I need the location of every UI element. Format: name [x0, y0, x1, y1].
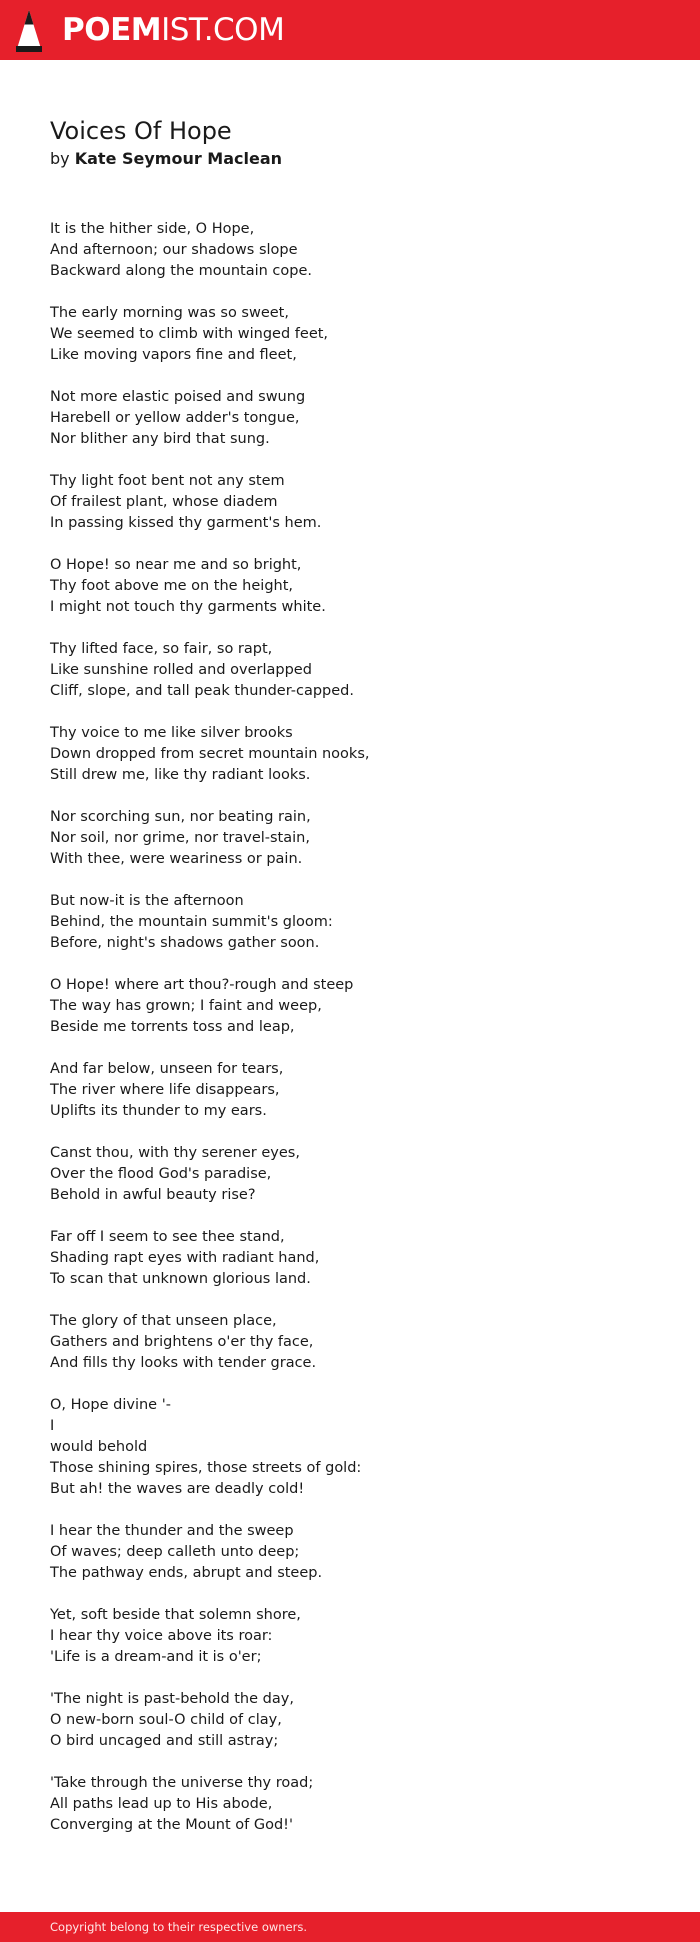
poem-line: Nor soil, nor grime, nor travel-stain, — [50, 830, 310, 846]
poem-line: Uplifts its thunder to my ears. — [50, 1103, 267, 1119]
by-label: by — [50, 149, 70, 168]
poem-line: Like sunshine rolled and overlapped — [50, 662, 312, 678]
poem-line: O bird uncaged and still astray; — [50, 1733, 279, 1749]
poem-line: All paths lead up to His abode, — [50, 1796, 273, 1812]
stanza — [50, 1227, 650, 1290]
poem-line: To scan that unknown glorious land. — [50, 1271, 311, 1287]
copyright-text: Copyright belong to their respective owners. — [50, 1920, 308, 1934]
poem-line: And far below, unseen for tears, — [50, 1061, 284, 1077]
stanza — [50, 303, 650, 366]
poem-line: Behold in awful beauty rise? — [50, 1187, 256, 1203]
stanza — [50, 807, 650, 870]
logo-light-text: IST.COM — [161, 12, 285, 48]
stanza — [50, 723, 650, 786]
poem-line: Those shining spires, those streets of gold: — [50, 1460, 362, 1476]
site-footer — [0, 1912, 700, 1942]
poem-line: Converging at the Mount of God!' — [50, 1817, 293, 1833]
poem-line: Thy lifted face, so fair, so rapt, — [50, 641, 273, 657]
poem-line: It is the hither side, O Hope, — [50, 221, 255, 237]
poem-line: O Hope! so near me and so bright, — [50, 557, 302, 573]
poem-line: Behind, the mountain summit's gloom: — [50, 914, 333, 930]
poem-line: Of frailest plant, whose diadem — [50, 494, 278, 510]
poem-line: I hear thy voice above its roar: — [50, 1628, 273, 1644]
poem-line: We seemed to climb with winged feet, — [50, 326, 329, 342]
byline — [50, 147, 282, 171]
poem-line: I might not touch thy garments white. — [50, 599, 326, 615]
stanza — [50, 387, 650, 450]
site-logo[interactable] — [62, 11, 284, 49]
stanza — [50, 471, 650, 534]
stanza — [50, 555, 650, 618]
poem-line: Cliff, slope, and tall peak thunder-capped. — [50, 683, 354, 699]
poem-line: But ah! the waves are deadly cold! — [50, 1481, 305, 1497]
poem-line: Yet, soft beside that solemn shore, — [50, 1607, 301, 1623]
poem-line: Of waves; deep calleth unto deep; — [50, 1544, 300, 1560]
poem-line: 'The night is past-behold the day, — [50, 1691, 294, 1707]
poem-line: Before, night's shadows gather soon. — [50, 935, 320, 951]
poem-line: The way has grown; I faint and weep, — [50, 998, 322, 1014]
poem-line: Like moving vapors fine and fleet, — [50, 347, 297, 363]
poem-line: Thy voice to me like silver brooks — [50, 725, 293, 741]
poem-line: Down dropped from secret mountain nooks, — [50, 746, 370, 762]
poem-line: Backward along the mountain cope. — [50, 263, 313, 279]
stanza — [50, 1605, 650, 1668]
site-header — [0, 0, 700, 60]
poem-line: Thy foot above me on the height, — [50, 578, 294, 594]
stanza — [50, 1311, 650, 1374]
poem-line: Canst thou, with thy serener eyes, — [50, 1145, 300, 1161]
stanza — [50, 639, 650, 702]
stanza — [50, 1521, 650, 1584]
poem-line: Beside me torrents toss and leap, — [50, 1019, 295, 1035]
poem-line: would behold — [50, 1439, 148, 1455]
poem-line: Thy light foot bent not any stem — [50, 473, 285, 489]
poem-line: I — [50, 1418, 55, 1434]
poem-line: Not more elastic poised and swung — [50, 389, 306, 405]
poem-line: And afternoon; our shadows slope — [50, 242, 298, 258]
poem-line: The river where life disappears, — [50, 1082, 280, 1098]
poem-line: I hear the thunder and the sweep — [50, 1523, 294, 1539]
poem-line: Still drew me, like thy radiant looks. — [50, 767, 311, 783]
poem-line: Shading rapt eyes with radiant hand, — [50, 1250, 320, 1266]
poem-line: O Hope! where art thou?-rough and steep — [50, 977, 354, 993]
poem-line: 'Life is a dream-and it is o'er; — [50, 1649, 262, 1665]
poem-line: O, Hope divine '- — [50, 1397, 171, 1413]
stanza — [50, 975, 650, 1038]
poem-title: Voices Of Hope — [50, 117, 232, 145]
poem-line: Harebell or yellow adder's tongue, — [50, 410, 300, 426]
stanza — [50, 1395, 650, 1500]
poem-line: Nor scorching sun, nor beating rain, — [50, 809, 311, 825]
logo-bold-text: POEM — [62, 12, 162, 48]
poem-line: 'Take through the universe thy road; — [50, 1775, 314, 1791]
poem-line: In passing kissed thy garment's hem. — [50, 515, 322, 531]
poem-line: Gathers and brightens o'er thy face, — [50, 1334, 314, 1350]
poem-line: But now-it is the afternoon — [50, 893, 244, 909]
poem-line: With thee, were weariness or pain. — [50, 851, 303, 867]
stanza — [50, 1689, 650, 1752]
poem-line: Over the flood God's paradise, — [50, 1166, 272, 1182]
poem-line: Far off I seem to see thee stand, — [50, 1229, 285, 1245]
pen-nib-icon[interactable] — [16, 10, 42, 52]
stanza — [50, 1059, 650, 1122]
stanza — [50, 1773, 650, 1836]
stanza — [50, 219, 650, 282]
poem-line: Nor blither any bird that sung. — [50, 431, 270, 447]
poem-line: The pathway ends, abrupt and steep. — [50, 1565, 323, 1581]
stanza — [50, 891, 650, 954]
poem-line: The glory of that unseen place, — [50, 1313, 277, 1329]
poem-line: O new-born soul-O child of clay, — [50, 1712, 282, 1728]
poem-line: The early morning was so sweet, — [50, 305, 289, 321]
author-name[interactable]: Kate Seymour Maclean — [74, 149, 283, 168]
stanza — [50, 1143, 650, 1206]
poem-line: And fills thy looks with tender grace. — [50, 1355, 317, 1371]
poem-body — [50, 219, 650, 1857]
